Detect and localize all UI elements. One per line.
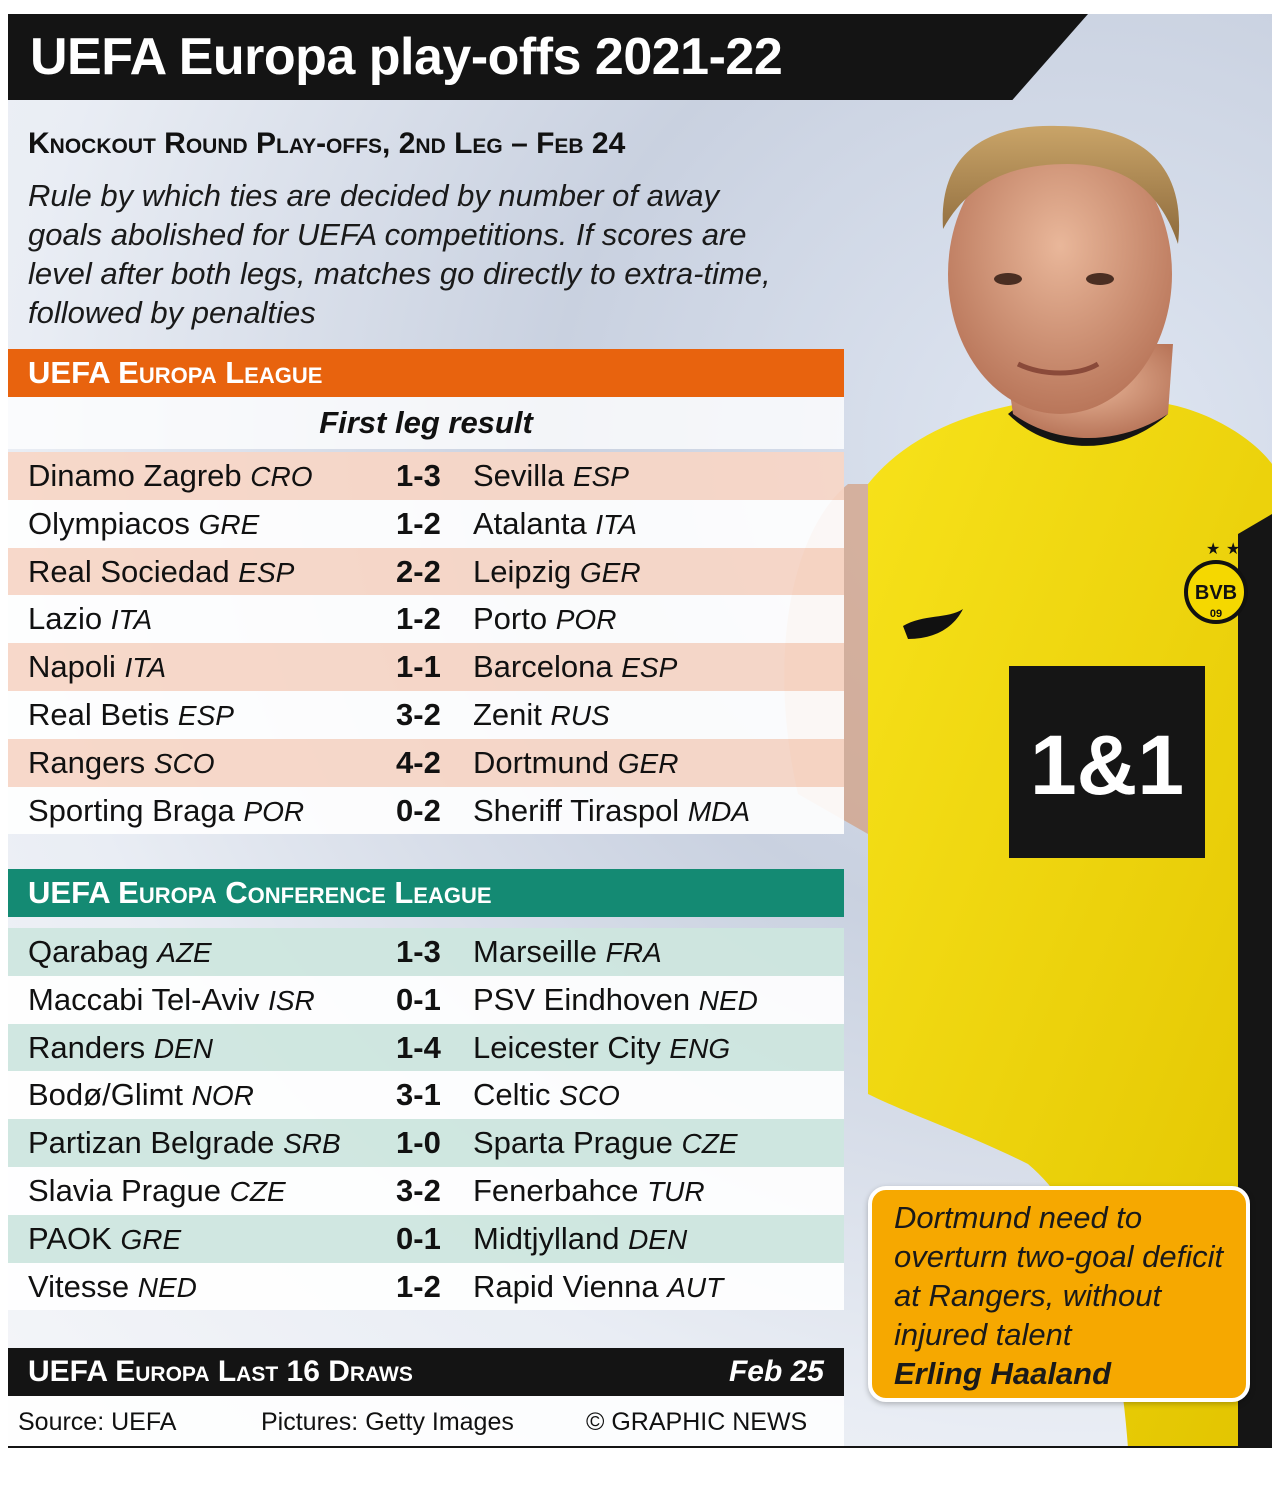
score: 3-1	[396, 1077, 441, 1113]
home-team: Partizan Belgrade SRB	[28, 1125, 341, 1161]
away-country: MDA	[687, 795, 751, 827]
home-country: AZE	[157, 937, 212, 968]
infographic	[8, 14, 1272, 1448]
home-team: Olympiacos GRE	[28, 505, 260, 541]
match-row	[8, 1119, 844, 1167]
home-team: PAOK GRE	[28, 1220, 182, 1256]
score: 0-1	[396, 981, 441, 1017]
home-country: ISR	[268, 984, 315, 1016]
score: 1-3	[396, 934, 441, 969]
score: 2-2	[396, 553, 441, 589]
footer	[8, 1396, 844, 1448]
home-country: CZE	[229, 1175, 286, 1207]
home-country: GRE	[198, 508, 260, 540]
score: 1-2	[396, 601, 441, 637]
match-row	[8, 1263, 844, 1311]
away-country: POR	[555, 604, 617, 636]
home-country: ITA	[124, 652, 166, 684]
match-row	[8, 976, 844, 1024]
draws-label: UEFA Europa Last 16 Draws	[28, 1355, 413, 1388]
match-row	[8, 548, 844, 596]
away-team: Leicester City ENG	[473, 1029, 731, 1065]
conference-league-table	[8, 928, 844, 1310]
match-row	[8, 595, 844, 643]
home-team: Vitesse NED	[28, 1268, 197, 1304]
match-row	[8, 1215, 844, 1263]
home-team: Real Sociedad ESP	[28, 553, 295, 589]
away-team: Sheriff Tiraspol MDA	[473, 792, 751, 828]
home-country: SCO	[153, 747, 215, 779]
away-country: FRA	[605, 937, 662, 968]
away-team: PSV Eindhoven NED	[473, 981, 758, 1017]
home-country: ESP	[238, 556, 295, 588]
svg-text:★: ★	[1206, 541, 1221, 558]
home-country: CRO	[250, 461, 313, 492]
score: 1-4	[396, 1029, 441, 1065]
draws-date: Feb 25	[728, 1355, 824, 1388]
home-team: Bodø/Glimt NOR	[28, 1077, 254, 1113]
away-team: Dortmund GER	[473, 744, 679, 780]
away-country: RUS	[550, 699, 610, 731]
svg-text:BVB: BVB	[1194, 582, 1238, 604]
score: 1-2	[396, 1268, 441, 1304]
title-bar	[8, 14, 1272, 100]
svg-text:1&1: 1&1	[1029, 718, 1185, 812]
source-credit: Source: UEFA	[18, 1408, 177, 1436]
away-team: Marseille FRA	[473, 934, 662, 969]
home-country: DEN	[153, 1032, 213, 1064]
pictures-credit: Pictures: Getty Images	[261, 1408, 514, 1436]
home-team: Napoli ITA	[28, 649, 166, 685]
bottom-rule	[8, 1446, 1272, 1448]
away-team: Leipzig GER	[473, 553, 641, 589]
score: 1-2	[396, 505, 441, 541]
draws-bar	[8, 1348, 844, 1396]
away-team: Atalanta ITA	[473, 505, 637, 541]
svg-text:★: ★	[1226, 541, 1241, 558]
home-team: Maccabi Tel-Aviv ISR	[28, 981, 315, 1017]
away-country: DEN	[628, 1223, 688, 1255]
away-country: ITA	[595, 508, 637, 540]
subtitle: Knockout Round Play-offs, 2nd Leg – Feb 24	[28, 127, 626, 160]
home-team: Qarabag AZE	[28, 934, 212, 969]
europa-league-header: UEFA Europa League	[8, 349, 844, 397]
score: 3-2	[396, 696, 441, 732]
away-country: NED	[698, 984, 758, 1016]
callout-player-name: Erling Haaland	[894, 1356, 1112, 1391]
away-country: GER	[617, 747, 679, 779]
away-team: Rapid Vienna AUT	[473, 1268, 724, 1304]
first-leg-subheader: First leg result	[8, 397, 844, 449]
svg-text:09: 09	[1209, 608, 1223, 620]
conference-league-header: UEFA Europa Conference League	[8, 869, 844, 917]
copyright: © GRAPHIC NEWS	[586, 1408, 808, 1436]
score: 4-2	[396, 744, 441, 780]
match-row	[8, 452, 844, 500]
away-team: Barcelona ESP	[473, 649, 678, 685]
home-country: NED	[137, 1271, 197, 1303]
home-team: Slavia Prague CZE	[28, 1172, 286, 1208]
callout-text: Dortmund need to overturn two-goal deficit at Rangers, without injured talent	[894, 1200, 1224, 1352]
away-country: TUR	[647, 1175, 705, 1207]
away-team: Sevilla ESP	[473, 458, 629, 493]
away-country: SCO	[559, 1080, 620, 1112]
score: 3-2	[396, 1172, 441, 1208]
home-country: GRE	[120, 1223, 182, 1255]
home-team: Real Betis ESP	[28, 696, 234, 732]
away-country: ENG	[669, 1032, 731, 1064]
sponsor-logo	[1009, 666, 1205, 858]
home-country: NOR	[191, 1080, 254, 1112]
home-country: SRB	[283, 1128, 341, 1160]
match-row	[8, 928, 844, 976]
match-row	[8, 1071, 844, 1119]
away-team: Celtic SCO	[473, 1077, 620, 1113]
match-row	[8, 787, 844, 835]
score: 1-1	[396, 649, 441, 685]
home-country: POR	[243, 795, 305, 827]
home-team: Rangers SCO	[28, 744, 215, 780]
match-row	[8, 1024, 844, 1072]
europa-league-table	[8, 452, 844, 834]
score: 1-0	[396, 1125, 441, 1161]
home-country: ITA	[110, 604, 153, 636]
home-team: Sporting Braga POR	[28, 792, 305, 828]
callout-box	[868, 1186, 1250, 1402]
away-team: Fenerbahce TUR	[473, 1172, 705, 1208]
home-team: Lazio ITA	[28, 601, 153, 637]
match-row	[8, 643, 844, 691]
home-team: Dinamo Zagreb CRO	[28, 458, 313, 493]
rule-note: Rule by which ties are decided by number of away goals abolished for UEFA competitions. If scores are level after both legs, matches go directly to extra-time, followed by penalties	[28, 178, 771, 330]
away-team: Zenit RUS	[473, 696, 610, 732]
away-country: ESP	[621, 652, 678, 684]
score: 0-2	[396, 792, 441, 828]
match-row	[8, 691, 844, 739]
home-country: ESP	[177, 699, 234, 731]
away-team: Midtjylland DEN	[473, 1220, 688, 1256]
away-team: Sparta Prague CZE	[473, 1125, 738, 1161]
match-row	[8, 500, 844, 548]
match-row	[8, 1167, 844, 1215]
away-country: GER	[579, 556, 641, 588]
page-title: UEFA Europa play-offs 2021-22	[30, 28, 783, 86]
away-country: ESP	[572, 461, 629, 492]
home-team: Randers DEN	[28, 1029, 213, 1065]
away-team: Porto POR	[473, 601, 617, 637]
score: 0-1	[396, 1220, 441, 1256]
score: 1-3	[396, 458, 441, 493]
away-country: AUT	[667, 1271, 724, 1303]
away-country: CZE	[681, 1128, 738, 1160]
match-row	[8, 739, 844, 787]
